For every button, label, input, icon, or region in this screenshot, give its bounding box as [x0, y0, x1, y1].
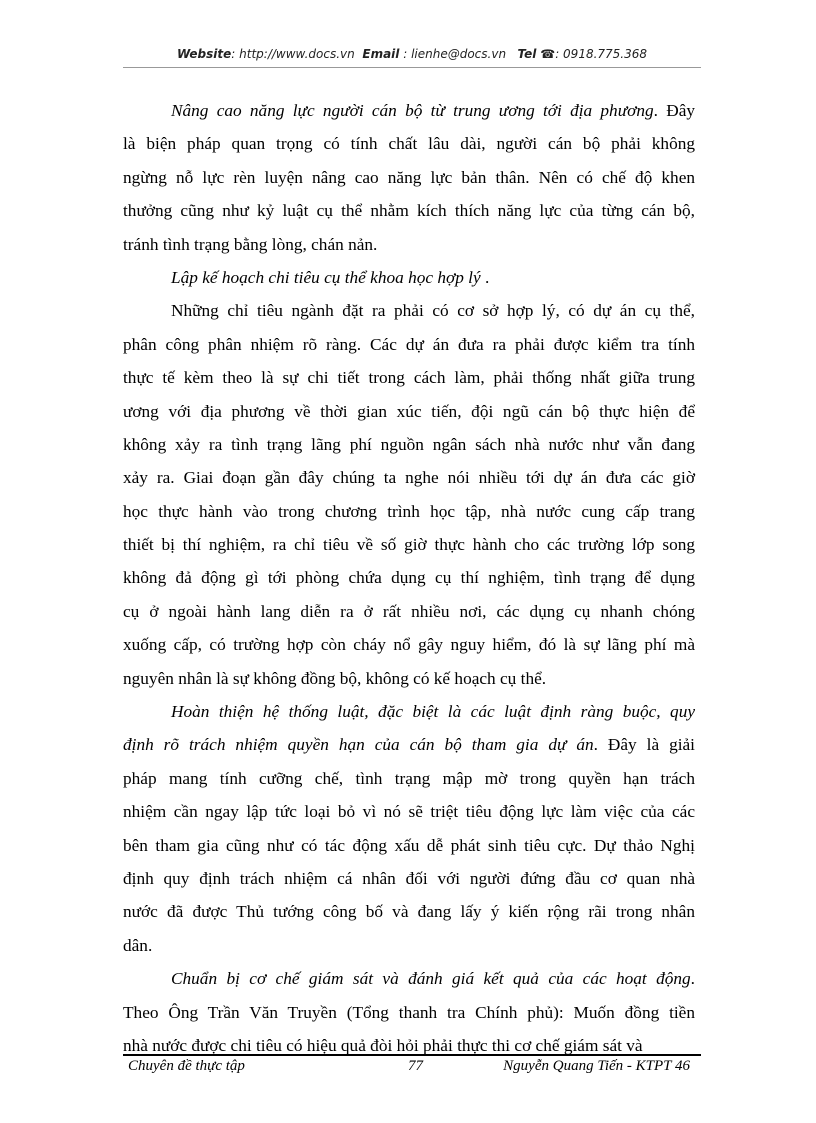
body-text: học thực hành vào trong chương trình học tập, nhà nước cung cấp trang: [123, 501, 695, 521]
italic-heading-text: Chuẩn bị cơ chế giám sát và đánh giá kết quả của các hoạt động: [171, 969, 691, 989]
text-line: [123, 461, 695, 494]
text-line: [123, 261, 695, 294]
body-text: cụ ở ngoài hành lang diễn ra ở rất nhiều nơi, các dụng cụ nhanh chóng: [123, 601, 695, 621]
paragraph: [123, 261, 695, 294]
text-line: [123, 929, 695, 962]
body-text: không xảy ra tình trạng lãng phí nguồn ngân sách nhà nước như vẫn đang: [123, 434, 695, 454]
text-line: [123, 228, 695, 261]
italic-heading-text: Lập kế hoạch chi tiêu cụ thể khoa học hợp lý: [171, 267, 481, 287]
body-text: nhiệm cần ngay lập tức loại bỏ vì nó sẽ triệt tiêu động lực làm việc của các: [123, 802, 695, 822]
body-text: nhà nước được chi tiêu có hiệu quả đòi hỏi phải thực thi cơ chế giám sát và: [123, 1035, 643, 1055]
paragraph: [123, 695, 695, 962]
text-line: [123, 495, 695, 528]
website-label: Website: [176, 47, 232, 61]
text-line: [123, 428, 695, 461]
text-line: [123, 94, 695, 127]
body-text: xuống cấp, có trường hợp còn cháy nổ gây nguy hiểm, đó là sự lãng phí mà: [123, 635, 695, 655]
body-text: thực tế kèm theo là sự chi tiết trong cách làm, phải thống nhất giữa trung: [123, 368, 695, 388]
text-line: [123, 628, 695, 661]
paragraph: [123, 94, 695, 261]
tel-label: Tel: [517, 47, 537, 61]
body-text: Những chỉ tiêu ngành đặt ra phải có cơ sở hợp lý, có dự án cụ thể,: [171, 301, 695, 321]
page-number: 77: [408, 1058, 423, 1074]
footer-divider: [123, 1054, 701, 1056]
body-text: pháp mang tính cưỡng chế, tình trạng mập mờ trong quyền hạn trách: [123, 768, 695, 788]
body-text: thưởng cũng như kỷ luật cụ thể nhằm kích thích năng lực của từng cán bộ,: [123, 201, 695, 221]
text-line: [123, 829, 695, 862]
body-text: phân công phân nhiệm rõ ràng. Các dự án đưa ra phải được kiểm tra tính: [123, 334, 695, 354]
text-line: [123, 895, 695, 928]
phone-icon: ☎: [540, 47, 556, 61]
italic-heading-text: Hoàn thiện hệ thống luật, đặc biệt là các luật định ràng buộc, quy: [171, 702, 695, 722]
text-line: [123, 528, 695, 561]
page-header: [123, 47, 701, 61]
text-line: [123, 127, 695, 160]
body-text: là biện pháp quan trọng có tính chất lâu dài, người cán bộ phải không: [123, 134, 695, 154]
text-line: [123, 595, 695, 628]
footer-author: Nguyễn Quang Tiến - KTPT 46: [503, 1058, 690, 1074]
text-line: [123, 294, 695, 327]
website-url: : http://www.docs.vn: [231, 47, 355, 61]
body-text: nguyên nhân là sự không đồng bộ, không có kế hoạch cụ thể.: [123, 668, 547, 688]
text-line: [123, 795, 695, 828]
body-text: . Đây: [653, 101, 696, 120]
body-text: ương với địa phương về thời gian xúc tiến, đội ngũ cán bộ thực hiện để: [123, 401, 695, 421]
text-line: [123, 361, 695, 394]
body-text: nước đã được Thủ tướng công bố và đang lấy ý kiến rộng rãi trong nhân: [123, 902, 695, 922]
page-footer: [128, 1058, 690, 1075]
text-line: [123, 862, 695, 895]
paragraph: [123, 962, 695, 1062]
body-text: định quy định trách nhiệm cá nhân đối với người đứng đầu cơ quan nhà: [123, 868, 695, 888]
italic-heading-text: Nâng cao năng lực người cán bộ từ trung ương tới địa phương: [171, 101, 654, 120]
body-text: .: [480, 267, 490, 287]
text-line: [123, 695, 695, 728]
text-line: [123, 395, 695, 428]
text-line: [123, 762, 695, 795]
body-text: ngừng nỗ lực rèn luyện nâng cao năng lực bản thân. Nên có chế độ khen: [123, 167, 695, 187]
body-text: thiết bị thí nghiệm, ra chỉ tiêu về số giờ thực hành cho các trường lớp song: [123, 535, 695, 555]
body-text: dân.: [123, 935, 153, 955]
footer-title: Chuyên đề thực tập: [128, 1058, 245, 1074]
email-label: Email: [362, 47, 400, 61]
text-line: [123, 662, 695, 695]
body-text: tránh tình trạng bằng lòng, chán nản.: [123, 234, 378, 254]
text-line: [123, 561, 695, 594]
italic-heading-text: định rõ trách nhiệm quyền hạn của cán bộ tham gia dự án: [123, 735, 594, 755]
body-text: Theo Ông Trần Văn Truyền (Tổng thanh tra Chính phủ): Muốn đồng tiền: [123, 1002, 695, 1022]
tel-number: : 0918.775.368: [555, 47, 648, 61]
header-divider: [123, 67, 701, 68]
body-text: không đả động gì tới phòng chứa dụng cụ thí nghiệm, tình trạng để dụng: [123, 568, 695, 588]
body-text: . Đây là giải: [593, 735, 695, 755]
text-line: [123, 194, 695, 227]
email-address: : lienhe@docs.vn: [399, 47, 507, 61]
text-line: [123, 328, 695, 361]
text-line: [123, 161, 695, 194]
paragraph: [123, 294, 695, 695]
body-text: xảy ra. Giai đoạn gần đây chúng ta nghe nói nhiều tới dự án đưa các giờ: [123, 468, 695, 488]
text-line: [123, 728, 695, 761]
text-line: [123, 996, 695, 1029]
body-text: .: [690, 969, 695, 989]
document-body: [123, 94, 695, 1062]
text-line: [123, 962, 695, 995]
body-text: bên tham gia cũng như có tác động xấu dễ phát sinh tiêu cực. Dự thảo Nghị: [123, 835, 695, 855]
